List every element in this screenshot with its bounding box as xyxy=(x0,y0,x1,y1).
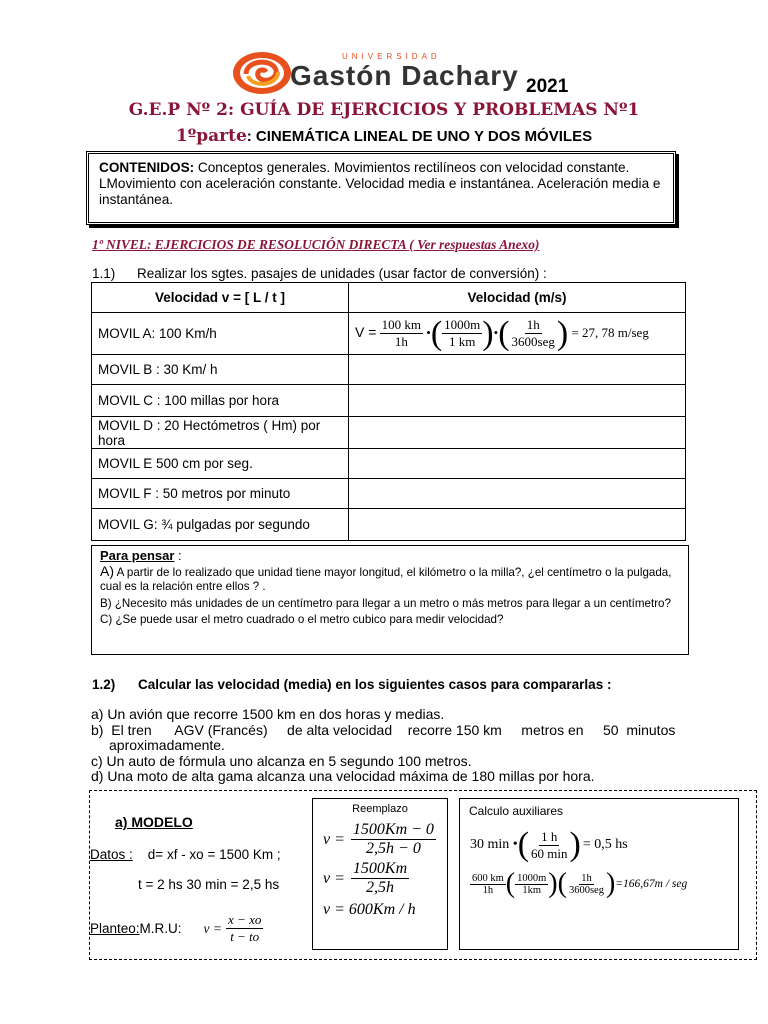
calculo-box xyxy=(459,798,739,950)
planteo-line xyxy=(90,912,263,945)
answer-cell[interactable] xyxy=(349,509,686,541)
frac-num: 1000m xyxy=(517,872,547,884)
v-equals: V = xyxy=(355,323,377,340)
answer-cell[interactable] xyxy=(349,449,686,479)
col-header-velocity: Velocidad v = [ L / t ] xyxy=(92,283,349,313)
v-eq: v = xyxy=(323,869,345,887)
question-a xyxy=(100,564,680,595)
page-subtitle xyxy=(0,126,768,146)
frac-den: 1h xyxy=(394,334,408,349)
table-row-label: MOVIL F : 50 metros por minuto xyxy=(92,479,349,509)
frac-den: 3600seg xyxy=(511,334,555,349)
question-c: C) ¿Se puede usar el metro cuadrado o el metro cubico para medir velocidad? xyxy=(100,613,504,626)
para-pensar-box xyxy=(91,545,689,655)
contenidos-box xyxy=(86,151,676,225)
fraction xyxy=(529,829,569,862)
list-item: d) Una moto de alta gama alcanza una velocidad máxima de 180 millas por hora. xyxy=(91,768,595,784)
datos-label: Datos : xyxy=(90,847,133,862)
mru-fraction xyxy=(226,912,263,945)
table-row-label: MOVIL B : 30 Km/ h xyxy=(92,355,349,385)
ex1-1-number: 1.1) xyxy=(92,266,116,281)
calc-prefix: 30 min • xyxy=(470,837,518,852)
logo-university-text: UNIVERSIDAD xyxy=(342,52,441,61)
list-item: a) Un avión que recorre 1500 km en dos horas y medias. xyxy=(91,706,445,722)
frac-den: 60 min xyxy=(531,845,568,861)
frac-den: 2,5h xyxy=(366,879,395,896)
units-table xyxy=(91,282,686,541)
example-conversion: V = $\frac{100 km}{1h}$ •( $\frac{1000m}{1 km}$ )•( $\frac{1h}{\text{3600seg}}$ ) = 27, 78 m/seg xyxy=(349,313,686,355)
frac-num: x − xo xyxy=(228,912,262,927)
list-item: b) El tren AGV (Francés) de alta velocidad recorre 150 km metros en 50 minutos xyxy=(91,721,676,738)
frac-num: 1000m xyxy=(444,317,481,332)
question-b: B) ¿Necesito más unidades de un centímetro para llegar a un metro o más metros para llegar a un centímetro? xyxy=(100,596,671,610)
frac-den: 1km xyxy=(522,884,542,896)
table-row-label: MOVIL E 500 cm por seg. xyxy=(92,449,349,479)
ex1-2-number: 1.2) xyxy=(92,677,116,692)
modelo-title: a) MODELO xyxy=(115,814,193,830)
calculo-line-2: $\frac{600 km}{1h}$ ( $\frac{1000m}{1km}$ ) ( $\frac{1h}{\text{3600seg}}$ ) =166,67m / seg xyxy=(472,868,688,899)
fraction xyxy=(351,821,436,858)
nivel-heading: 1º NIVEL: EJERCICIOS DE RESOLUCIÓN DIRECTA ( Ver respuestas Anexo) xyxy=(92,237,540,252)
fraction xyxy=(470,873,506,896)
fraction xyxy=(351,860,409,897)
subtitle-text: : CINEMÁTICA LINEAL DE UNO Y DOS MÓVILES xyxy=(246,128,593,145)
time-line: t = 2 hs 30 min = 2,5 hs xyxy=(138,877,280,892)
question-a-letter: A) xyxy=(100,562,114,579)
frac-num: 100 km xyxy=(381,317,422,332)
fraction-km-h xyxy=(380,317,423,350)
ex1-2-text: Calcular las velocidad (media) en los siguientes casos para compararlas : xyxy=(138,677,612,692)
year: 2021 xyxy=(526,76,569,97)
contenidos-text: Conceptos generales. Movimientos rectilíneos con velocidad constante. LMovimiento con aceleración constante. Velocidad media e instantánea. Aceleración media e instantánea. xyxy=(99,160,661,207)
frac-num: 1 h xyxy=(541,828,558,844)
fraction xyxy=(567,873,606,896)
planteo-label: Planteo: xyxy=(90,921,140,936)
answer-cell[interactable] xyxy=(349,417,686,449)
frac-den: 1 km xyxy=(449,334,476,349)
fraction-h-seg xyxy=(510,317,557,350)
calc-result: =166,67m / seg xyxy=(615,878,688,890)
question-a-text: A partir de lo realizado que unidad tiene mayor longitud, el kilómetro o la milla?, ¿el centímetro o la pulgada, cual es la relación entre ellos ? . xyxy=(100,565,672,593)
calculo-title: Calculo auxiliares xyxy=(469,804,564,818)
reemplazo-line-2 xyxy=(313,860,447,897)
frac-den: 2,5h − 0 xyxy=(366,840,421,857)
answer-cell[interactable] xyxy=(349,385,686,417)
list-item: c) Un auto de fórmula uno alcanza en 5 segundo 100 metros. xyxy=(91,752,472,769)
logo-name: Gastón Dachary xyxy=(290,60,519,91)
para-pensar-title: Para pensar xyxy=(100,548,175,563)
v-eq: v = xyxy=(323,830,345,848)
frac-num: 1500Km xyxy=(352,860,408,877)
col-header-velocity-ms: Velocidad (m/s) xyxy=(349,283,686,313)
list-item: aproximadamente. xyxy=(109,737,225,753)
fraction xyxy=(515,873,548,896)
part-label: 1ºparte xyxy=(175,126,247,146)
calc-result: = 0,5 hs xyxy=(582,837,628,852)
table-row-label: MOVIL G: ¾ pulgadas por segundo xyxy=(92,509,349,541)
ex1-2-list xyxy=(91,707,721,785)
v-eq: v = xyxy=(203,920,223,936)
table-row-label: MOVIL C : 100 millas por hora xyxy=(92,385,349,417)
reemplazo-result: v = 600Km / h xyxy=(323,901,416,918)
frac-den: t − to xyxy=(230,929,260,944)
answer-cell[interactable] xyxy=(349,479,686,509)
reemplazo-title: Reemplazo xyxy=(352,803,408,815)
para-pensar-colon: : xyxy=(174,548,182,563)
frac-den: 1h xyxy=(482,884,494,896)
reemplazo-box xyxy=(312,798,448,950)
answer-cell[interactable] xyxy=(349,355,686,385)
fraction-m-km xyxy=(442,317,482,350)
ex1-1-text: Realizar los sgtes. pasajes de unidades (usar factor de conversión) : xyxy=(137,266,547,281)
contenidos-label: CONTENIDOS: xyxy=(99,160,195,175)
swirl-logo-icon xyxy=(232,50,292,96)
page-title: G.E.P Nº 2: GUÍA DE EJERCICIOS Y PROBLEMAS Nº1 xyxy=(128,100,640,120)
planteo-text: M.R.U: xyxy=(139,921,182,936)
frac-num: 1500Km − 0 xyxy=(352,821,434,838)
table-row-label: MOVIL A: 100 Km/h xyxy=(92,313,349,355)
example-result: = 27, 78 m/seg xyxy=(571,324,649,340)
datos-line xyxy=(90,847,281,862)
frac-num: 1h xyxy=(581,872,592,884)
reemplazo-line-1 xyxy=(313,821,447,858)
datos-text: d= xf - xo = 1500 Km ; xyxy=(147,847,281,862)
frac-den: 3600seg xyxy=(568,884,604,896)
calculo-line-1: 30 min • ( $\frac{1 h}{60 \min}$ ) = 0,5 hs xyxy=(470,826,628,863)
frac-num: 600 km xyxy=(472,872,504,884)
university-logo xyxy=(232,50,522,96)
table-row-label: MOVIL D : 20 Hectómetros ( Hm) por hora xyxy=(92,417,349,449)
frac-num: 1h xyxy=(526,317,540,332)
